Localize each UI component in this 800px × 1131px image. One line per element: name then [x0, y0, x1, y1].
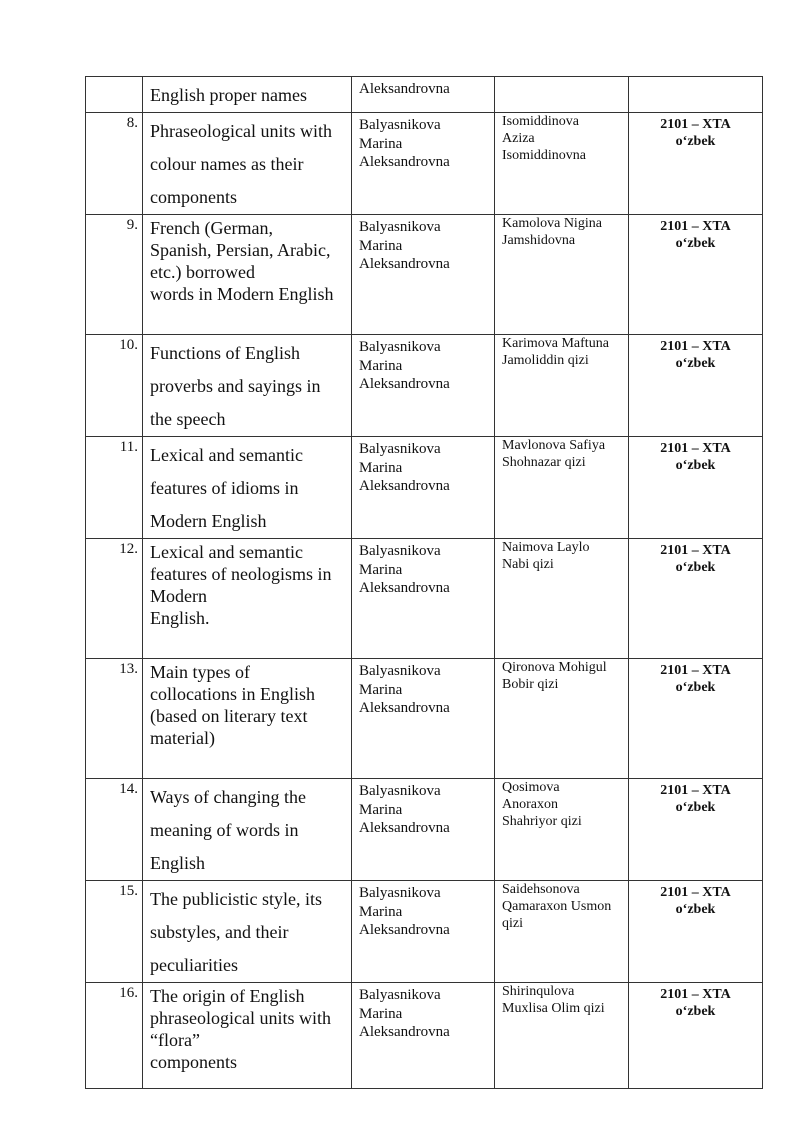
cell-line: Aleksandrovna	[359, 820, 450, 836]
cell-line: Balyasnikova	[359, 885, 441, 901]
row-number: 9.	[86, 215, 143, 335]
cell-line: Isomiddinovna	[502, 148, 586, 163]
cell-line: Isomiddinova	[502, 114, 579, 129]
student-cell	[495, 539, 629, 659]
student-cell	[495, 113, 629, 215]
cell-line: 2101 – XTA	[660, 885, 731, 900]
cell-line: Qironova Mohigul	[502, 660, 607, 675]
cell-line: The origin of English	[150, 986, 305, 1006]
cell-line: Qosimova	[502, 780, 560, 795]
topic-cell	[143, 437, 352, 539]
cell-line: Aleksandrovna	[359, 922, 450, 938]
cell-line: Naimova Laylo	[502, 540, 590, 555]
table-row	[86, 881, 763, 983]
cell-line: collocations in English	[150, 684, 315, 704]
supervisor-cell	[352, 335, 495, 437]
row-number: 12.	[86, 539, 143, 659]
table-row	[86, 113, 763, 215]
topic-cell	[143, 779, 352, 881]
cell-line: Lexical and semantic	[150, 445, 303, 465]
group-cell	[629, 113, 763, 215]
cell-line: Lexical and semantic	[150, 542, 303, 562]
cell-line: 2101 – XTA	[660, 543, 731, 558]
cell-line: Marina	[359, 135, 403, 152]
cell-line: o‘zbek	[675, 356, 716, 371]
cell-line: Saidehsonova	[502, 882, 580, 897]
supervisor-cell	[352, 779, 495, 881]
cell-line: Karimova Maftuna	[502, 336, 609, 351]
cell-line: Marina	[359, 903, 403, 920]
supervisor-cell	[352, 659, 495, 779]
cell-line: Aleksandrovna	[359, 478, 450, 494]
student-cell	[495, 437, 629, 539]
cell-line: Modern English	[150, 511, 267, 531]
cell-line: Jamshidovna	[502, 233, 576, 248]
topic-cell	[143, 539, 352, 659]
cell-line: Nabi qizi	[502, 557, 554, 572]
group-cell	[629, 77, 763, 113]
cell-line: Shahriyor qizi	[502, 814, 582, 829]
cell-line: o‘zbek	[675, 560, 716, 575]
cell-line: Jamoliddin qizi	[502, 353, 589, 368]
cell-line: Balyasnikova	[359, 117, 441, 133]
cell-line: Marina	[359, 459, 403, 476]
table-row	[86, 539, 763, 659]
cell-line: Functions of English	[150, 343, 301, 363]
cell-line: 2101 – XTA	[660, 219, 731, 234]
supervisor-cell	[352, 881, 495, 983]
row-number: 13.	[86, 659, 143, 779]
cell-line: material)	[150, 728, 215, 748]
table-row	[86, 659, 763, 779]
cell-line: Balyasnikova	[359, 441, 441, 457]
supervisor-cell	[352, 215, 495, 335]
cell-line: Balyasnikova	[359, 783, 441, 799]
supervisor-cell	[352, 539, 495, 659]
cell-line: components	[150, 1052, 237, 1072]
row-number: 8.	[86, 113, 143, 215]
student-cell	[495, 215, 629, 335]
cell-line: substyles, and their	[150, 922, 289, 942]
group-cell	[629, 659, 763, 779]
supervisor-cell	[352, 77, 495, 113]
cell-line: English	[150, 853, 206, 873]
cell-line: 2101 – XTA	[660, 987, 731, 1002]
cell-line: colour names as their	[150, 154, 304, 174]
cell-line: o‘zbek	[675, 902, 716, 917]
group-cell	[629, 779, 763, 881]
cell-line: Spanish, Persian, Arabic,	[150, 240, 331, 260]
cell-line: o‘zbek	[675, 458, 716, 473]
topic-cell	[143, 335, 352, 437]
cell-line: English.	[150, 608, 210, 628]
cell-line: o‘zbek	[675, 134, 716, 149]
cell-line: Phraseological units with	[150, 121, 332, 141]
topic-cell	[143, 77, 352, 113]
cell-line: Shohnazar qizi	[502, 455, 586, 470]
cell-line: qizi	[502, 916, 523, 931]
cell-line: Qamaraxon Usmon	[502, 899, 612, 914]
cell-line: Marina	[359, 1005, 403, 1022]
cell-line: Marina	[359, 801, 403, 818]
cell-line: Aleksandrovna	[359, 580, 450, 596]
cell-line: French (German,	[150, 218, 273, 238]
topic-cell	[143, 983, 352, 1089]
cell-line: Aleksandrovna	[359, 700, 450, 716]
topic-cell	[143, 215, 352, 335]
cell-line: Aleksandrovna	[359, 81, 450, 97]
supervisor-cell	[352, 983, 495, 1089]
row-number: 11.	[86, 437, 143, 539]
group-cell	[629, 539, 763, 659]
supervisor-cell	[352, 113, 495, 215]
table-row	[86, 779, 763, 881]
group-cell	[629, 437, 763, 539]
table-row	[86, 335, 763, 437]
cell-line: Aleksandrovna	[359, 154, 450, 170]
cell-line: features of idioms in	[150, 478, 299, 498]
cell-line: Kamolova Nigina	[502, 216, 602, 231]
cell-line: Marina	[359, 561, 403, 578]
cell-line: The publicistic style, its	[150, 889, 322, 909]
cell-line: 2101 – XTA	[660, 339, 731, 354]
supervisor-cell	[352, 437, 495, 539]
cell-line: Balyasnikova	[359, 663, 441, 679]
cell-line: o‘zbek	[675, 1004, 716, 1019]
cell-line: Marina	[359, 237, 403, 254]
cell-line: Aziza	[502, 131, 535, 146]
group-cell	[629, 335, 763, 437]
cell-line: 2101 – XTA	[660, 117, 731, 132]
cell-line: 2101 – XTA	[660, 783, 731, 798]
cell-line: 2101 – XTA	[660, 663, 731, 678]
cell-line: components	[150, 187, 237, 207]
student-cell	[495, 77, 629, 113]
table-row	[86, 983, 763, 1089]
table-row	[86, 215, 763, 335]
cell-line: Anoraxon	[502, 797, 558, 812]
row-number: 10.	[86, 335, 143, 437]
cell-line: Aleksandrovna	[359, 256, 450, 272]
cell-line: Balyasnikova	[359, 987, 441, 1003]
cell-line: Balyasnikova	[359, 543, 441, 559]
cell-line: features of neologisms in	[150, 564, 332, 584]
group-cell	[629, 881, 763, 983]
cell-line: Shirinqulova	[502, 984, 575, 999]
topic-cell	[143, 659, 352, 779]
cell-line: proverbs and sayings in	[150, 376, 321, 396]
student-cell	[495, 779, 629, 881]
cell-line: Muxlisa Olim qizi	[502, 1001, 605, 1016]
cell-line: o‘zbek	[675, 236, 716, 251]
cell-line: Main types of	[150, 662, 250, 682]
cell-line: Mavlonova Safiya	[502, 438, 606, 453]
cell-line: words in Modern English	[150, 284, 334, 304]
table-row	[86, 437, 763, 539]
cell-line: Balyasnikova	[359, 219, 441, 235]
cell-line: o‘zbek	[675, 800, 716, 815]
row-number: 15.	[86, 881, 143, 983]
student-cell	[495, 881, 629, 983]
cell-line: Aleksandrovna	[359, 1024, 450, 1040]
cell-line: Bobir qizi	[502, 677, 559, 692]
cell-line: Ways of changing the	[150, 787, 307, 807]
cell-line: English proper names	[150, 85, 307, 105]
group-cell	[629, 215, 763, 335]
row-number: 14.	[86, 779, 143, 881]
table-row	[86, 77, 763, 113]
topic-cell	[143, 881, 352, 983]
cell-line: (based on literary text	[150, 706, 308, 726]
cell-line: meaning of words in	[150, 820, 299, 840]
row-number: 16.	[86, 983, 143, 1089]
row-number	[86, 77, 143, 113]
cell-line: Marina	[359, 681, 403, 698]
cell-line: peculiarities	[150, 955, 238, 975]
cell-line: “flora”	[150, 1030, 200, 1050]
cell-line: phraseological units with	[150, 1008, 331, 1028]
cell-line: the speech	[150, 409, 226, 429]
student-cell	[495, 983, 629, 1089]
topics-table	[85, 76, 763, 1089]
cell-line: o‘zbek	[675, 680, 716, 695]
group-cell	[629, 983, 763, 1089]
student-cell	[495, 659, 629, 779]
topic-cell	[143, 113, 352, 215]
student-cell	[495, 335, 629, 437]
cell-line: Modern	[150, 586, 207, 606]
cell-line: etc.) borrowed	[150, 262, 255, 282]
cell-line: Marina	[359, 357, 403, 374]
cell-line: Aleksandrovna	[359, 376, 450, 392]
cell-line: Balyasnikova	[359, 339, 441, 355]
cell-line: 2101 – XTA	[660, 441, 731, 456]
